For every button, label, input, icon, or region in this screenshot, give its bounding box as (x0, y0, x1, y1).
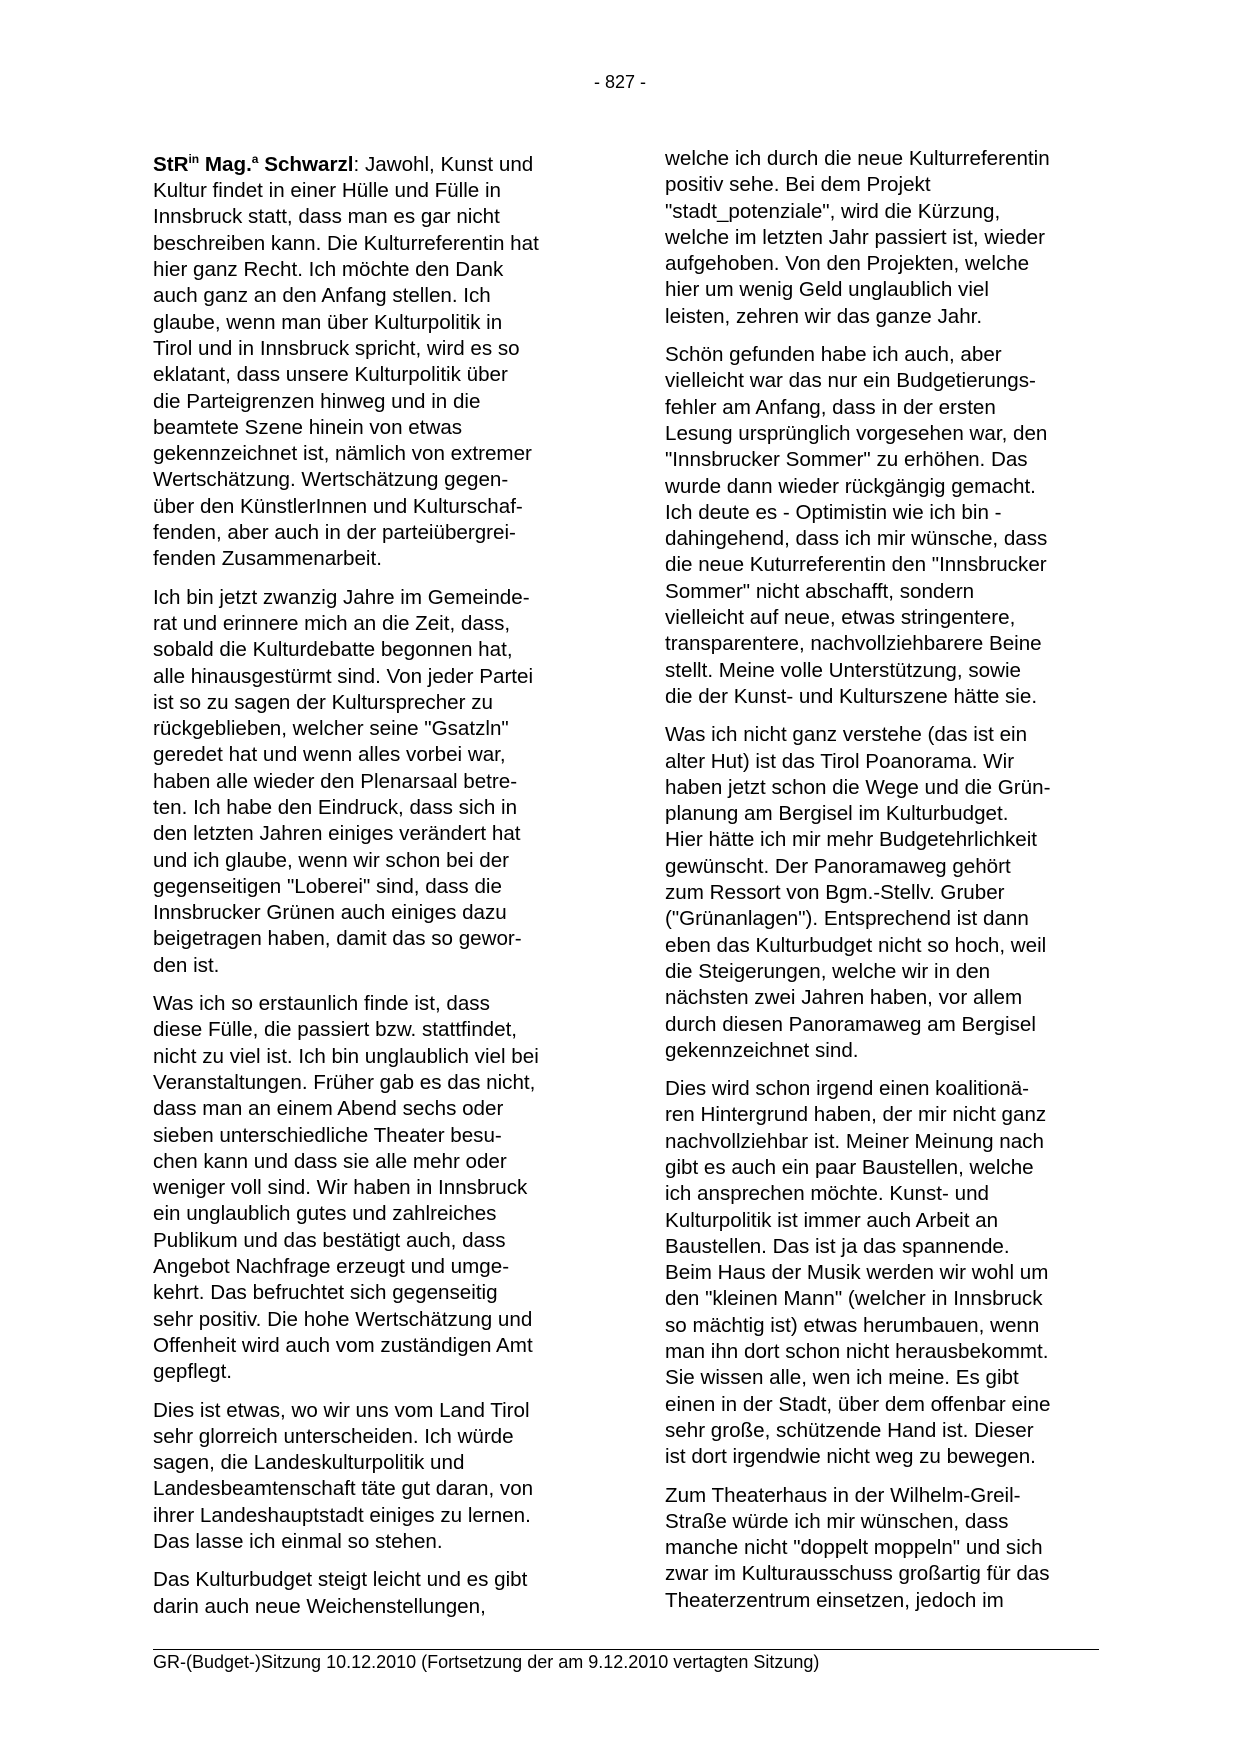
text-line: gewünscht. Der Panoramaweg gehört (665, 854, 1011, 878)
text-line: durch diesen Panoramaweg am Bergisel (665, 1012, 1036, 1036)
text-line: nachvollziehbar ist. Meiner Meinung nach (665, 1129, 1044, 1153)
text-line: ("Grünanlagen"). Entsprechend ist dann (665, 907, 1029, 931)
text-line: weniger voll sind. Wir haben in Innsbruck (153, 1176, 528, 1200)
speaker-name (153, 153, 354, 176)
text-line: auch ganz an den Anfang stellen. Ich (153, 284, 491, 308)
speaker-degree-suffix: a (251, 152, 259, 166)
text-line: eklatant, dass unsere Kulturpolitik über (153, 363, 508, 387)
text-line: haben alle wieder den Plenarsaal betre- (153, 769, 518, 793)
text-line: Ich bin jetzt zwanzig Jahre im Gemeinde- (153, 585, 530, 609)
speaker-title-suffix: in (188, 152, 200, 166)
page-number: - 827 - (593, 72, 647, 92)
speaker-surname: Schwarzl (264, 152, 354, 176)
text-line: den ist. (153, 953, 220, 977)
paragraph (665, 342, 1105, 710)
text-line: ihrer Landeshauptstadt einiges zu lernen. (153, 1503, 531, 1527)
text-line: welche im letzten Jahr passiert ist, wieder (665, 225, 1045, 249)
text-line: beigetragen haben, damit das so gewor- (153, 927, 522, 951)
text-line: Baustellen. Das ist ja das spannende. (665, 1234, 1010, 1258)
text-line: Theaterzentrum einsetzen, jedoch im (665, 1588, 1004, 1612)
paragraph (153, 1398, 593, 1556)
text-line: sieben unterschiedliche Theater besu- (153, 1123, 502, 1147)
text-line: ich ansprechen möchte. Kunst- und (665, 1182, 989, 1206)
text-line: chen kann und dass sie alle mehr oder (153, 1149, 507, 1173)
text-line: fehler am Anfang, dass in der ersten (665, 395, 996, 419)
text-line: beamtete Szene hinein von etwas (153, 415, 463, 439)
text-line: manche nicht "doppelt moppeln" und sich (665, 1536, 1043, 1560)
text-line: Kultur findet in einer Hülle und Fülle in (153, 179, 502, 203)
text-line: den "kleinen Mann" (welcher in Innsbruck (665, 1287, 1043, 1311)
text-line: hier um wenig Geld unglaublich viel (665, 278, 989, 302)
text-line: gepflegt. (153, 1360, 233, 1384)
paragraph (665, 722, 1105, 1064)
text-line: man ihn dort schon nicht herausbekommt. (665, 1340, 1049, 1364)
text-line: beschreiben kann. Die Kulturreferentin hat (153, 231, 539, 255)
text-line: sehr große, schützende Hand ist. Dieser (665, 1418, 1034, 1442)
text-line: hier ganz Recht. Ich möchte den Dank (153, 258, 504, 282)
text-line: kehrt. Das befruchtet sich gegenseitig (153, 1281, 498, 1305)
text-line: dass man an einem Abend sechs oder (153, 1097, 504, 1121)
text-line: Zum Theaterhaus in der Wilhelm-Greil- (665, 1483, 1021, 1507)
text-line: wurde dann wieder rückgängig gemacht. (665, 474, 1036, 498)
text-line: vielleicht war das nur ein Budgetierungs- (665, 369, 1036, 393)
text-line: Sie wissen alle, wen ich meine. Es gibt (665, 1366, 1019, 1390)
text-line: darin auch neue Weichenstellungen, (153, 1594, 486, 1618)
text-line: Veranstaltungen. Früher gab es das nicht, (153, 1070, 536, 1094)
text-line: "stadt_potenziale", wird die Kürzung, (665, 199, 1001, 223)
text-line: welche ich durch die neue Kulturreferentin (665, 147, 1050, 170)
text-line: aufgehoben. Von den Projekten, welche (665, 252, 1030, 276)
text-line: dahingehend, dass ich mir wünsche, dass (665, 527, 1048, 551)
text-line: und ich glaube, wenn wir schon bei der (153, 848, 510, 872)
text-line: Sommer" nicht abschafft, sondern (665, 579, 975, 603)
text-line: eben das Kulturbudget nicht so hoch, weil (665, 933, 1047, 957)
text-line: Innsbruck statt, dass man es gar nicht (153, 205, 500, 229)
text-line: geredet hat und wenn alles vorbei war, (153, 743, 506, 767)
paragraph (153, 1567, 593, 1620)
text-line: ten. Ich habe den Eindruck, dass sich in (153, 795, 518, 819)
paragraph (665, 1076, 1105, 1470)
text-line: Kulturpolitik ist immer auch Arbeit an (665, 1208, 999, 1232)
text-line: Was ich so erstaunlich finde ist, dass (153, 992, 490, 1016)
text-line: alter Hut) ist das Tirol Poanorama. Wir (665, 749, 1015, 773)
paragraph (153, 146, 593, 573)
text-line: ren Hintergrund haben, der mir nicht ganz (665, 1103, 1047, 1127)
text-line: sehr positiv. Die hohe Wertschätzung und (153, 1307, 533, 1331)
text-line: Innsbrucker Grünen auch einiges dazu (153, 901, 507, 925)
text-line: so mächtig ist) etwas herumbauen, wenn (665, 1313, 1040, 1337)
left-column (153, 146, 593, 1632)
text-line: den letzten Jahren einiges verändert hat (153, 822, 521, 846)
paragraph (665, 146, 1105, 330)
text-line: Schön gefunden habe ich auch, aber (665, 343, 1002, 367)
text-line: Offenheit wird auch vom zuständigen Amt (153, 1333, 533, 1357)
text-line: transparentere, nachvollziehbarere Beine (665, 632, 1042, 656)
text-line: : Jawohl, Kunst und (353, 152, 534, 176)
text-line: die neue Kuturreferentin den "Innsbrucker (665, 553, 1047, 577)
text-line: stellt. Meine volle Unterstützung, sowie (665, 658, 1021, 682)
text-line: Lesung ursprünglich vorgesehen war, den (665, 421, 1048, 445)
text-line: über den KünstlerInnen und Kulturschaf- (153, 494, 523, 518)
text-line: Das Kulturbudget steigt leicht und es gibt (153, 1568, 528, 1592)
paragraph (153, 585, 593, 979)
text-line: gekennzeichnet ist, nämlich von extremer (153, 442, 532, 466)
text-line: ein unglaublich gutes und zahlreiches (153, 1202, 497, 1226)
text-line: leisten, zehren wir das ganze Jahr. (665, 304, 983, 328)
text-line: planung am Bergisel im Kulturbudget. (665, 802, 1009, 826)
text-line: Hier hätte ich mir mehr Budgetehrlichkeit (665, 828, 1037, 852)
text-line: haben jetzt schon die Wege und die Grün- (665, 775, 1051, 799)
text-line: Angebot Nachfrage erzeugt und umge- (153, 1255, 510, 1279)
text-line: fenden Zusammenarbeit. (153, 547, 382, 571)
text-line: Beim Haus der Musik werden wir wohl um (665, 1261, 1049, 1285)
text-line: sobald die Kulturdebatte begonnen hat, (153, 638, 513, 662)
text-line: positiv sehe. Bei dem Projekt (665, 173, 931, 197)
text-line: rückgeblieben, welcher seine "Gsatzln" (153, 717, 509, 741)
text-line: zum Ressort von Bgm.-Stellv. Gruber (665, 881, 1005, 905)
footer-divider (153, 1649, 1099, 1650)
text-line: nächsten zwei Jahren haben, vor allem (665, 986, 1023, 1010)
text-line: sagen, die Landeskulturpolitik und (153, 1451, 465, 1475)
text-line: gegenseitigen "Loberei" sind, dass die (153, 874, 502, 898)
text-line: die Steigerungen, welche wir in den (665, 959, 991, 983)
text-line: rat und erinnere mich an die Zeit, dass, (153, 611, 511, 635)
right-column (665, 146, 1105, 1626)
paragraph (665, 1483, 1105, 1614)
text-line: sehr glorreich unterscheiden. Ich würde (153, 1424, 514, 1448)
text-line: nicht zu viel ist. Ich bin unglaublich viel bei (153, 1044, 539, 1068)
text-line: fenden, aber auch in der parteiübergrei- (153, 521, 516, 545)
text-line: diese Fülle, die passiert bzw. stattfindet, (153, 1018, 518, 1042)
speaker-title: StR (153, 152, 189, 176)
text-line: Was ich nicht ganz verstehe (das ist ein (665, 723, 1028, 747)
text-line: Ich deute es - Optimistin wie ich bin - (665, 500, 1002, 524)
text-line: Dies wird schon irgend einen koalitionä- (665, 1077, 1030, 1101)
page-footer: GR-(Budget-)Sitzung 10.12.2010 (Fortsetzung der am 9.12.2010 vertagten Sitzung) (153, 1652, 820, 1672)
text-line: die Parteigrenzen hinweg und in die (153, 389, 481, 413)
text-line: Tirol und in Innsbruck spricht, wird es so (153, 336, 520, 360)
text-line: gibt es auch ein paar Baustellen, welche (665, 1155, 1034, 1179)
text-line: Landesbeamtenschaft täte gut daran, von (153, 1477, 534, 1501)
text-line: alle hinausgestürmt sind. Von jeder Partei (153, 664, 534, 688)
text-line: Publikum und das bestätigt auch, dass (153, 1228, 506, 1252)
paragraph (153, 991, 593, 1385)
text-line: einen in der Stadt, über dem offenbar eine (665, 1392, 1051, 1416)
text-line: "Innsbrucker Sommer" zu erhöhen. Das (665, 448, 1028, 472)
text-line: Wertschätzung. Wertschätzung gegen- (153, 468, 509, 492)
text-line: Dies ist etwas, wo wir uns vom Land Tirol (153, 1398, 530, 1422)
text-line: zwar im Kulturausschuss großartig für das (665, 1562, 1050, 1586)
text-line: gekennzeichnet sind. (665, 1038, 859, 1062)
text-line: glaube, wenn man über Kulturpolitik in (153, 310, 503, 334)
text-line: Das lasse ich einmal so stehen. (153, 1530, 443, 1553)
text-line: die der Kunst- und Kulturszene hätte sie. (665, 684, 1038, 708)
first-line (153, 146, 593, 178)
text-line: ist so zu sagen der Kultursprecher zu (153, 690, 493, 714)
text-line: Straße würde ich mir wünschen, dass (665, 1509, 1009, 1533)
text-line: vielleicht auf neue, etwas stringentere, (665, 606, 1016, 630)
speaker-degree: Mag. (204, 152, 252, 176)
text-line: ist dort irgendwie nicht weg zu bewegen. (665, 1445, 1036, 1469)
